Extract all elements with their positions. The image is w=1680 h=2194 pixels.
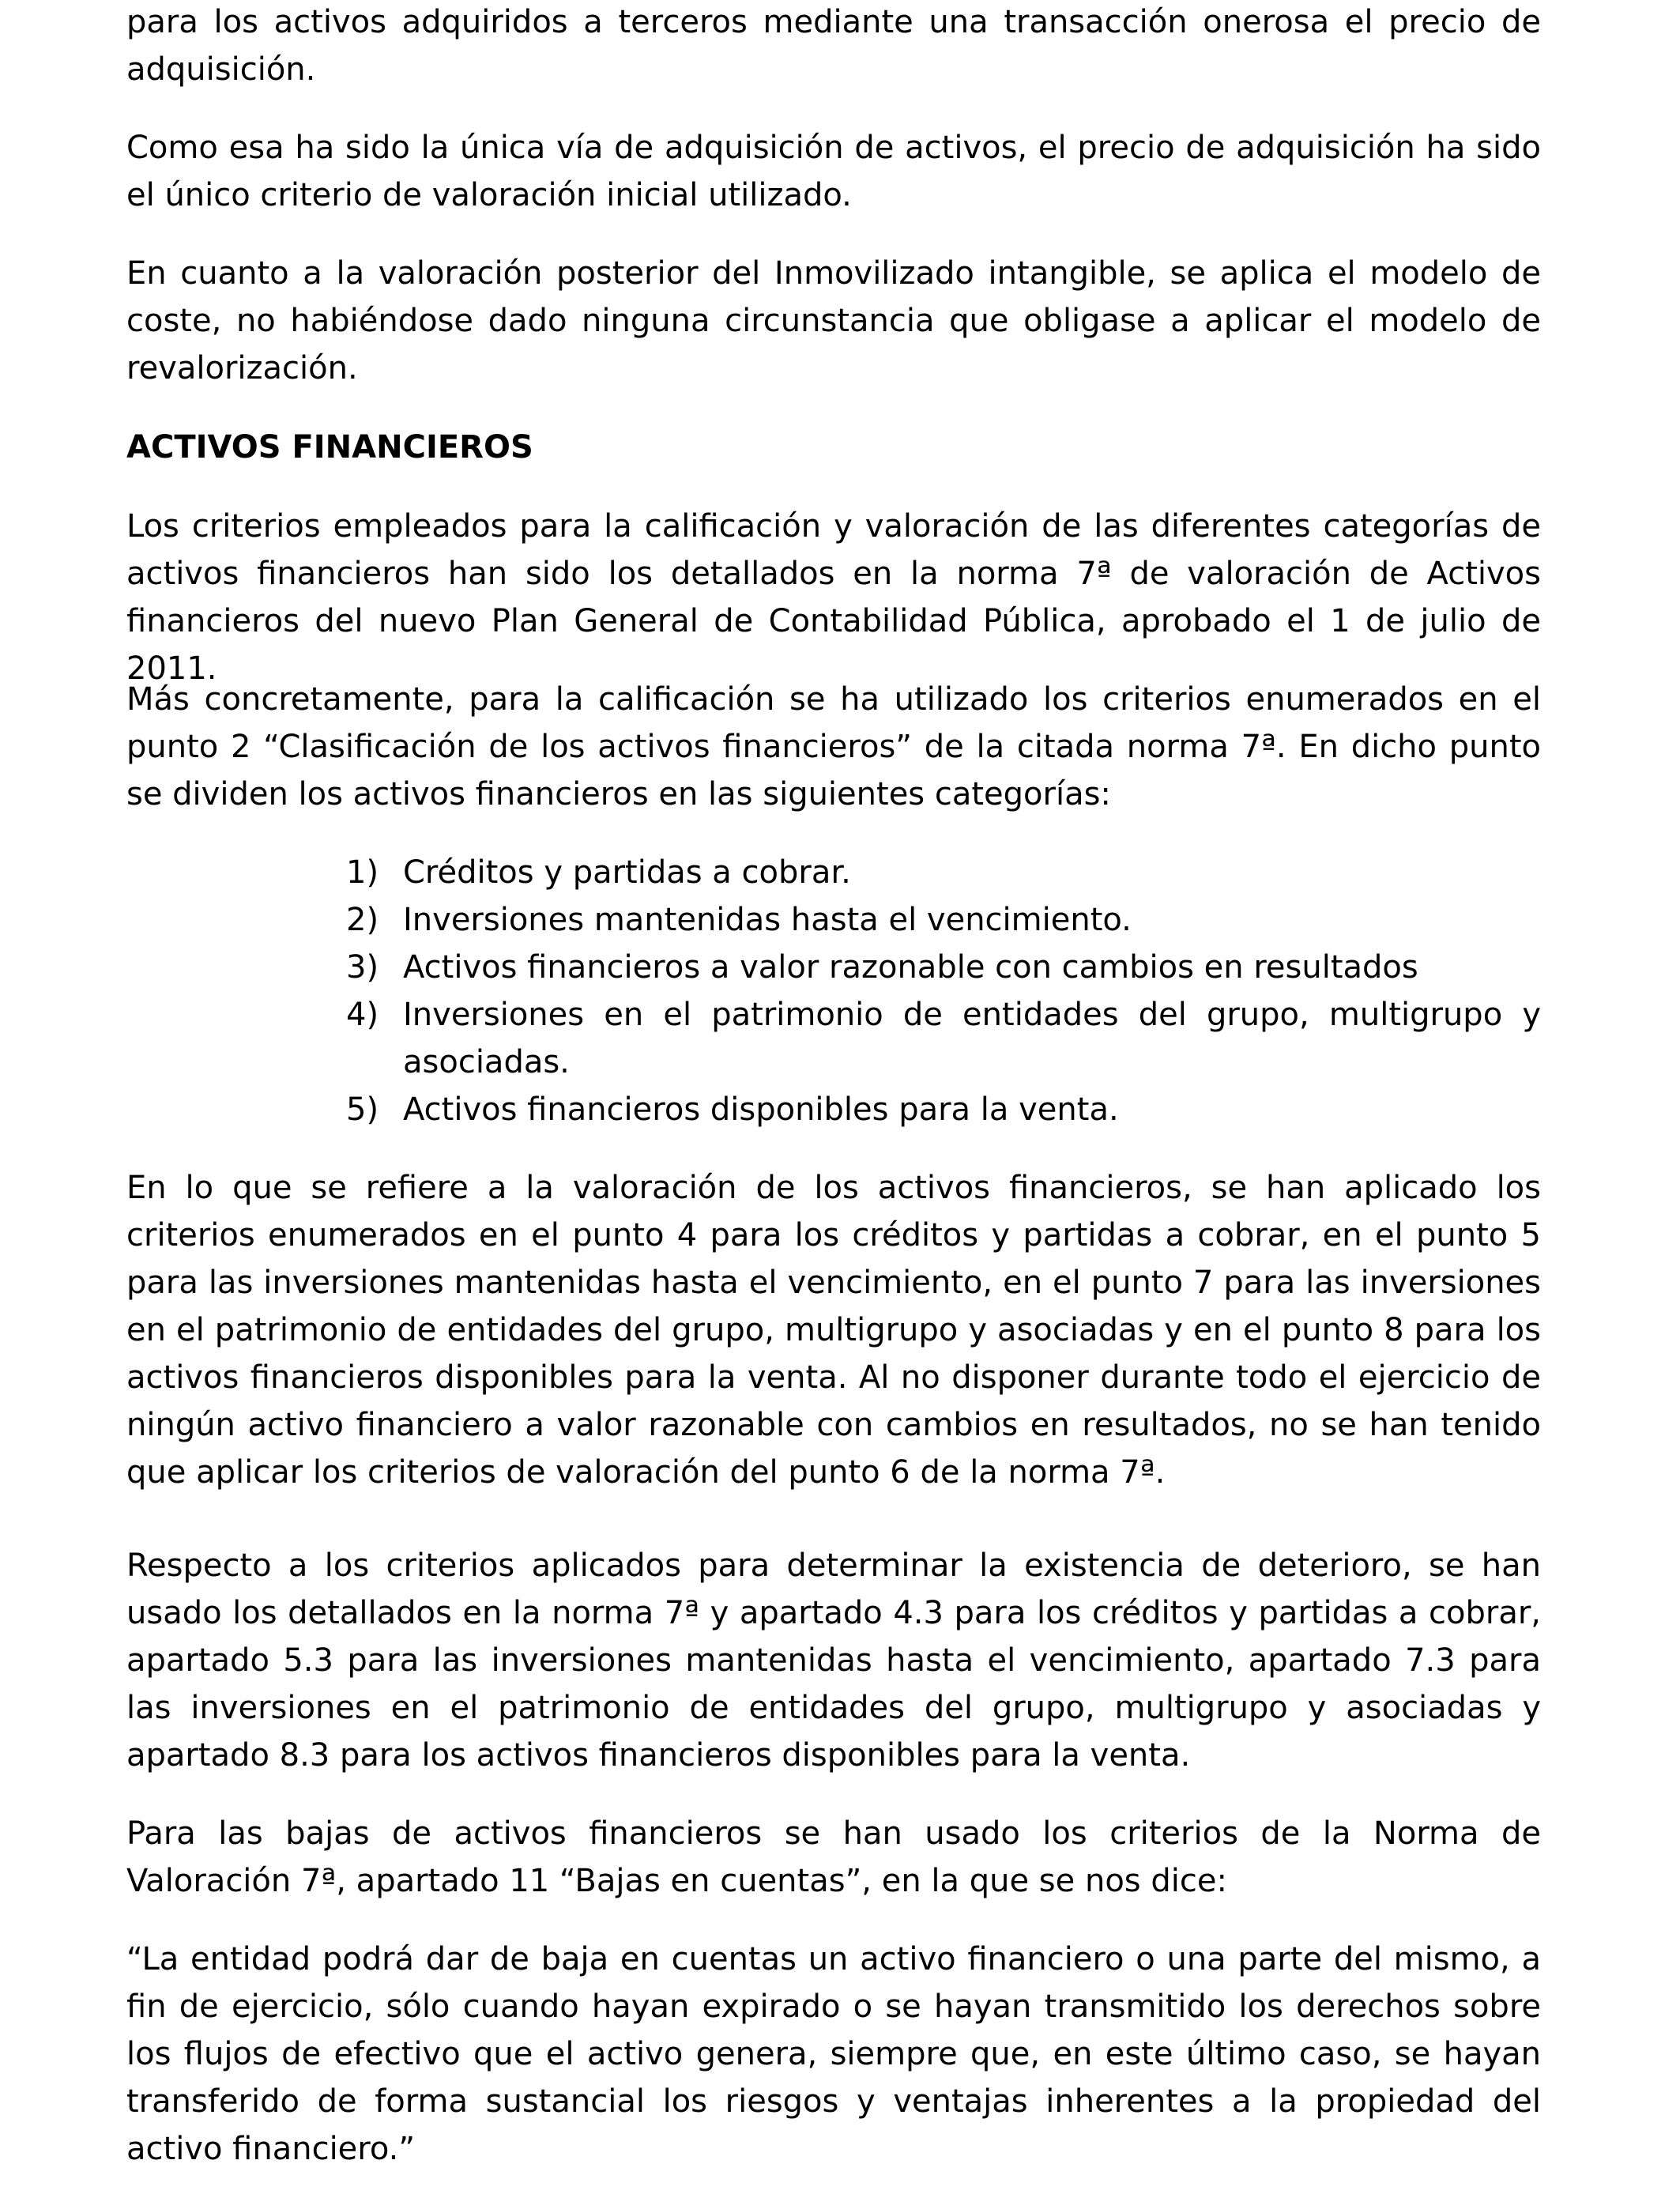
categories-list [126, 849, 1541, 1133]
list-item-text: Inversiones en el patrimonio de entidades del grupo, multigrupo y asociadas. [403, 997, 1541, 1080]
list-item-text: Activos financieros disponibles para la venta. [403, 1091, 1119, 1128]
list-item-number: 4) [346, 997, 379, 1033]
paragraph-single-criterion: Como esa ha sido la única vía de adquisición de activos, el precio de adquisición ha sido el único criterio de valoración inicial utilizado. [126, 130, 1541, 213]
list-item-number: 5) [346, 1091, 379, 1128]
list-item-number: 3) [346, 949, 379, 986]
paragraph-criteria-norma-7: Los criterios empleados para la calificación y valoración de las diferentes categorías de activos financieros han sido los detallados en la norma 7ª de valoración de Activos financieros del nuevo Plan General de Contabilidad Pública, aprobado el 1 de julio de 2011. [126, 508, 1541, 687]
paragraph-derecognition: Para las bajas de activos financieros se han usado los criterios de la Norma de Valoración 7ª, apartado 11 “Bajas en cuentas”, en la que se nos dice: [126, 1815, 1541, 1899]
document-page [126, 0, 1541, 2194]
list-item-text: Activos financieros a valor razonable con cambios en resultados [403, 949, 1418, 986]
paragraph-classification: Más concretamente, para la calificación se ha utilizado los criterios enumerados en el punto 2 “Clasificación de los activos financieros” de la citada norma 7ª. En dicho punto se dividen los activos financieros en las siguientes categorías: [126, 681, 1541, 812]
paragraph-acquisition-price: para los activos adquiridos a terceros mediante una transacción onerosa el precio de adquisición. [126, 4, 1541, 88]
list-item [126, 944, 1541, 991]
list-item-text: Inversiones mantenidas hasta el vencimiento. [403, 902, 1132, 938]
paragraph-impairment: Respecto a los criterios aplicados para determinar la existencia de deterioro, se han usado los detallados en la norma 7ª y apartado 4.3 para los créditos y partidas a cobrar, apartado 5.3 para las inversiones mantenidas hasta el vencimiento, apartado 7.3 para las inversiones en el patrimonio de entidades del grupo, multigrupo y asociadas y apartado 8.3 para los activos financieros disponibles para la venta. [126, 1547, 1541, 1774]
list-item [126, 1086, 1541, 1133]
list-item [126, 849, 1541, 896]
quote-derecognition: “La entidad podrá dar de baja en cuentas un activo financiero o una parte del mismo, a fin de ejercicio, sólo cuando hayan expirado o se hayan transmitido los derechos sobre los flujos de efectivo que el activo genera, siempre que, en este último caso, se hayan transferido de forma sustancial los riesgos y ventajas inherentes a la propiedad del activo financiero.” [126, 1941, 1541, 2167]
list-item-number: 2) [346, 902, 379, 938]
list-item-number: 1) [346, 854, 379, 891]
list-item [126, 896, 1541, 944]
section-heading-activos-financieros: ACTIVOS FINANCIEROS [126, 429, 533, 466]
list-item [126, 991, 1541, 1086]
paragraph-valuation-points: En lo que se refiere a la valoración de los activos financieros, se han aplicado los criterios enumerados en el punto 4 para los créditos y partidas a cobrar, en el punto 5 para las inversiones mantenidas hasta el vencimiento, en el punto 7 para las inversiones en el patrimonio de entidades del grupo, multigrupo y asociadas y en el punto 8 para los activos financieros disponibles para la venta. Al no disponer durante todo el ejercicio de ningún activo financiero a valor razonable con cambios en resultados, no se han tenido que aplicar los criterios de valoración del punto 6 de la norma 7ª. [126, 1170, 1541, 1491]
paragraph-subsequent-valuation: En cuanto a la valoración posterior del Inmovilizado intangible, se aplica el modelo de coste, no habiéndose dado ninguna circunstancia que obligase a aplicar el modelo de revalorización. [126, 255, 1541, 386]
list-item-text: Créditos y partidas a cobrar. [403, 854, 851, 891]
